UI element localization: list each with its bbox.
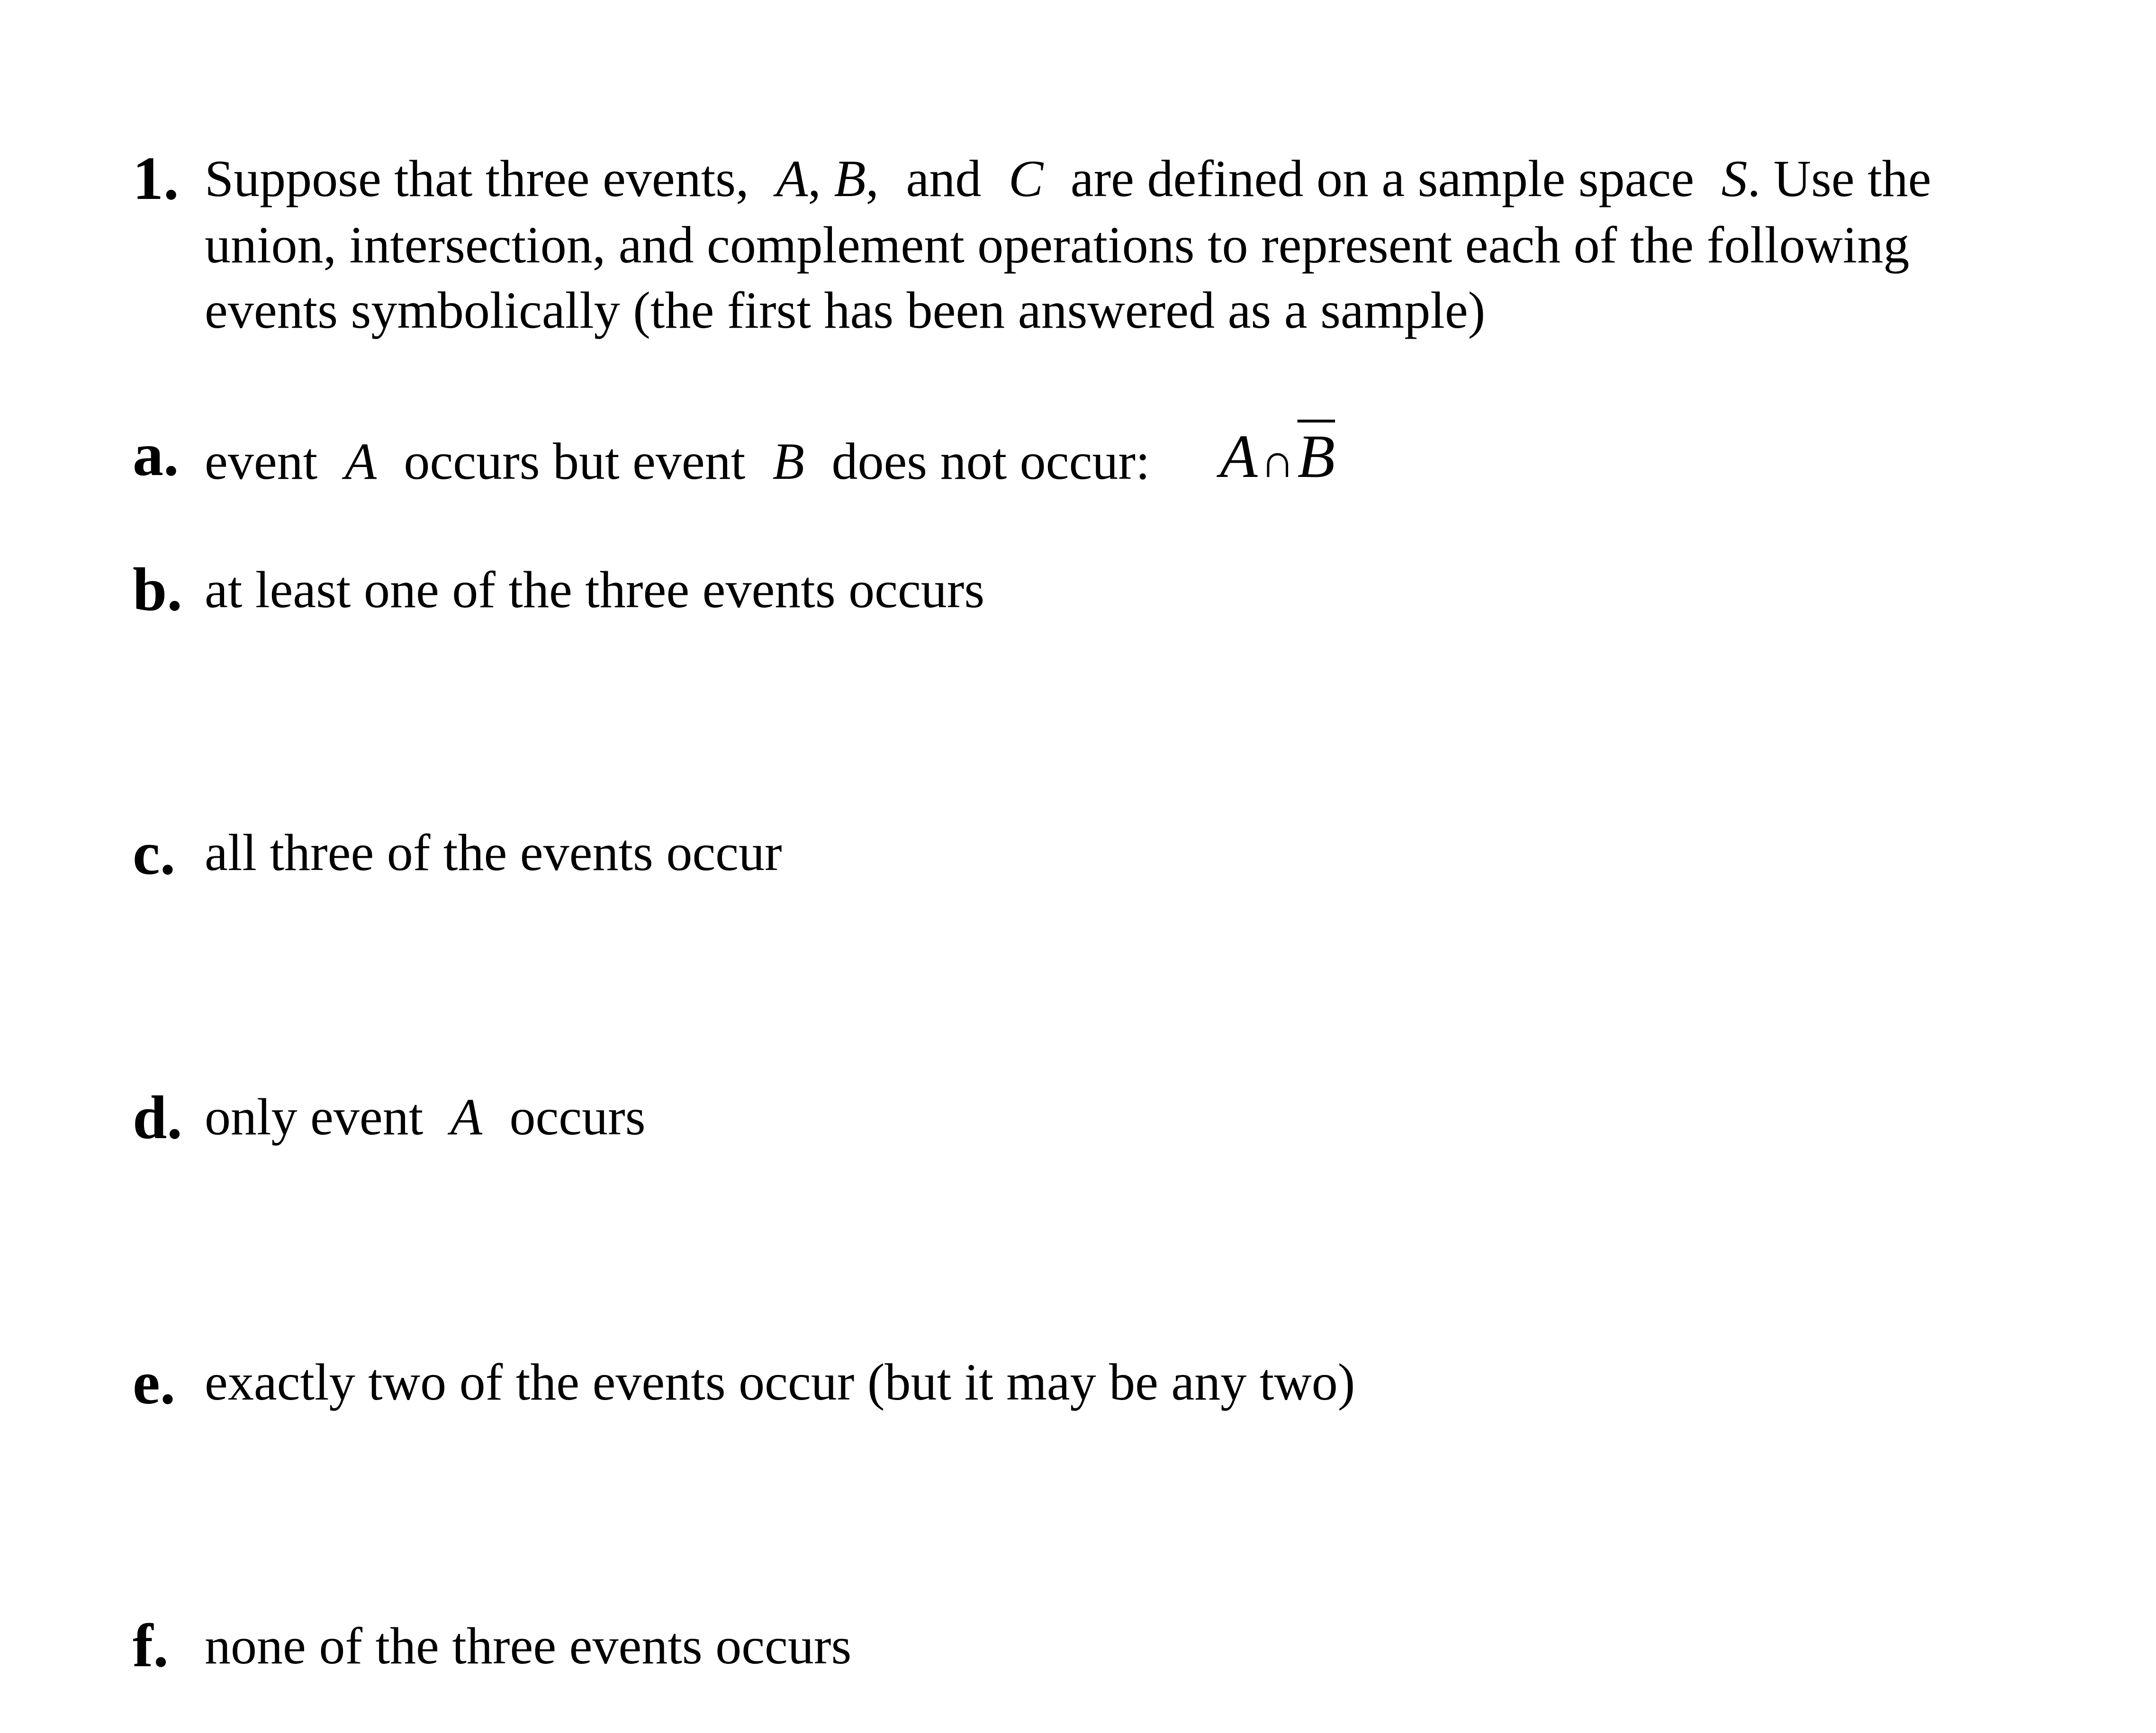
question-number: 1.	[133, 144, 179, 213]
answer-var-a: A	[1220, 422, 1258, 491]
item-f-text: none of the three events occurs	[205, 1617, 852, 1675]
item-f-label: f.	[133, 1612, 169, 1680]
var-b: B	[772, 432, 804, 490]
question-line-3: events symbolically (the first has been answered as a sample)	[205, 281, 1486, 339]
item-a-text	[205, 422, 1335, 491]
complement-b: $\overline{B}$	[1297, 422, 1335, 491]
item-d-text	[205, 1088, 646, 1146]
item-a-answer	[1220, 422, 1335, 491]
question-line-2: union, intersection, and complement operations to represent each of the following	[205, 216, 1910, 274]
var-a: A	[450, 1088, 482, 1146]
item-d-text-1: only event	[205, 1088, 424, 1146]
question-text-3: . Use the	[1747, 150, 1931, 207]
item-a-text-3: does not occur:	[831, 432, 1150, 490]
item-c-label: c.	[133, 819, 176, 888]
item-b-label: b.	[133, 556, 182, 624]
var-a: A	[776, 150, 808, 207]
item-e-label: e.	[133, 1349, 176, 1417]
question-text-1: Suppose that three events,	[205, 150, 749, 207]
item-c-text: all three of the events occur	[205, 824, 782, 881]
intersection-symbol: ∩	[1260, 435, 1295, 487]
item-a-text-2: occurs but event	[404, 432, 746, 490]
and-word: and	[906, 150, 982, 207]
item-d-text-2: occurs	[509, 1088, 646, 1146]
item-d-label: d.	[133, 1084, 182, 1152]
question-text-2: are defined on a sample space	[1070, 150, 1695, 207]
var-a: A	[344, 432, 377, 490]
item-a-label: a.	[133, 421, 179, 489]
var-s: S	[1721, 150, 1748, 207]
var-c: C	[1008, 150, 1044, 207]
question-line-1	[205, 150, 1931, 207]
comma: ,	[808, 150, 821, 207]
item-e-text: exactly two of the events occur (but it may be any two)	[205, 1353, 1355, 1411]
var-b: B	[834, 150, 866, 207]
item-a-text-1: event	[205, 432, 318, 490]
item-b-text: at least one of the three events occurs	[205, 561, 985, 619]
comma: ,	[866, 150, 879, 207]
